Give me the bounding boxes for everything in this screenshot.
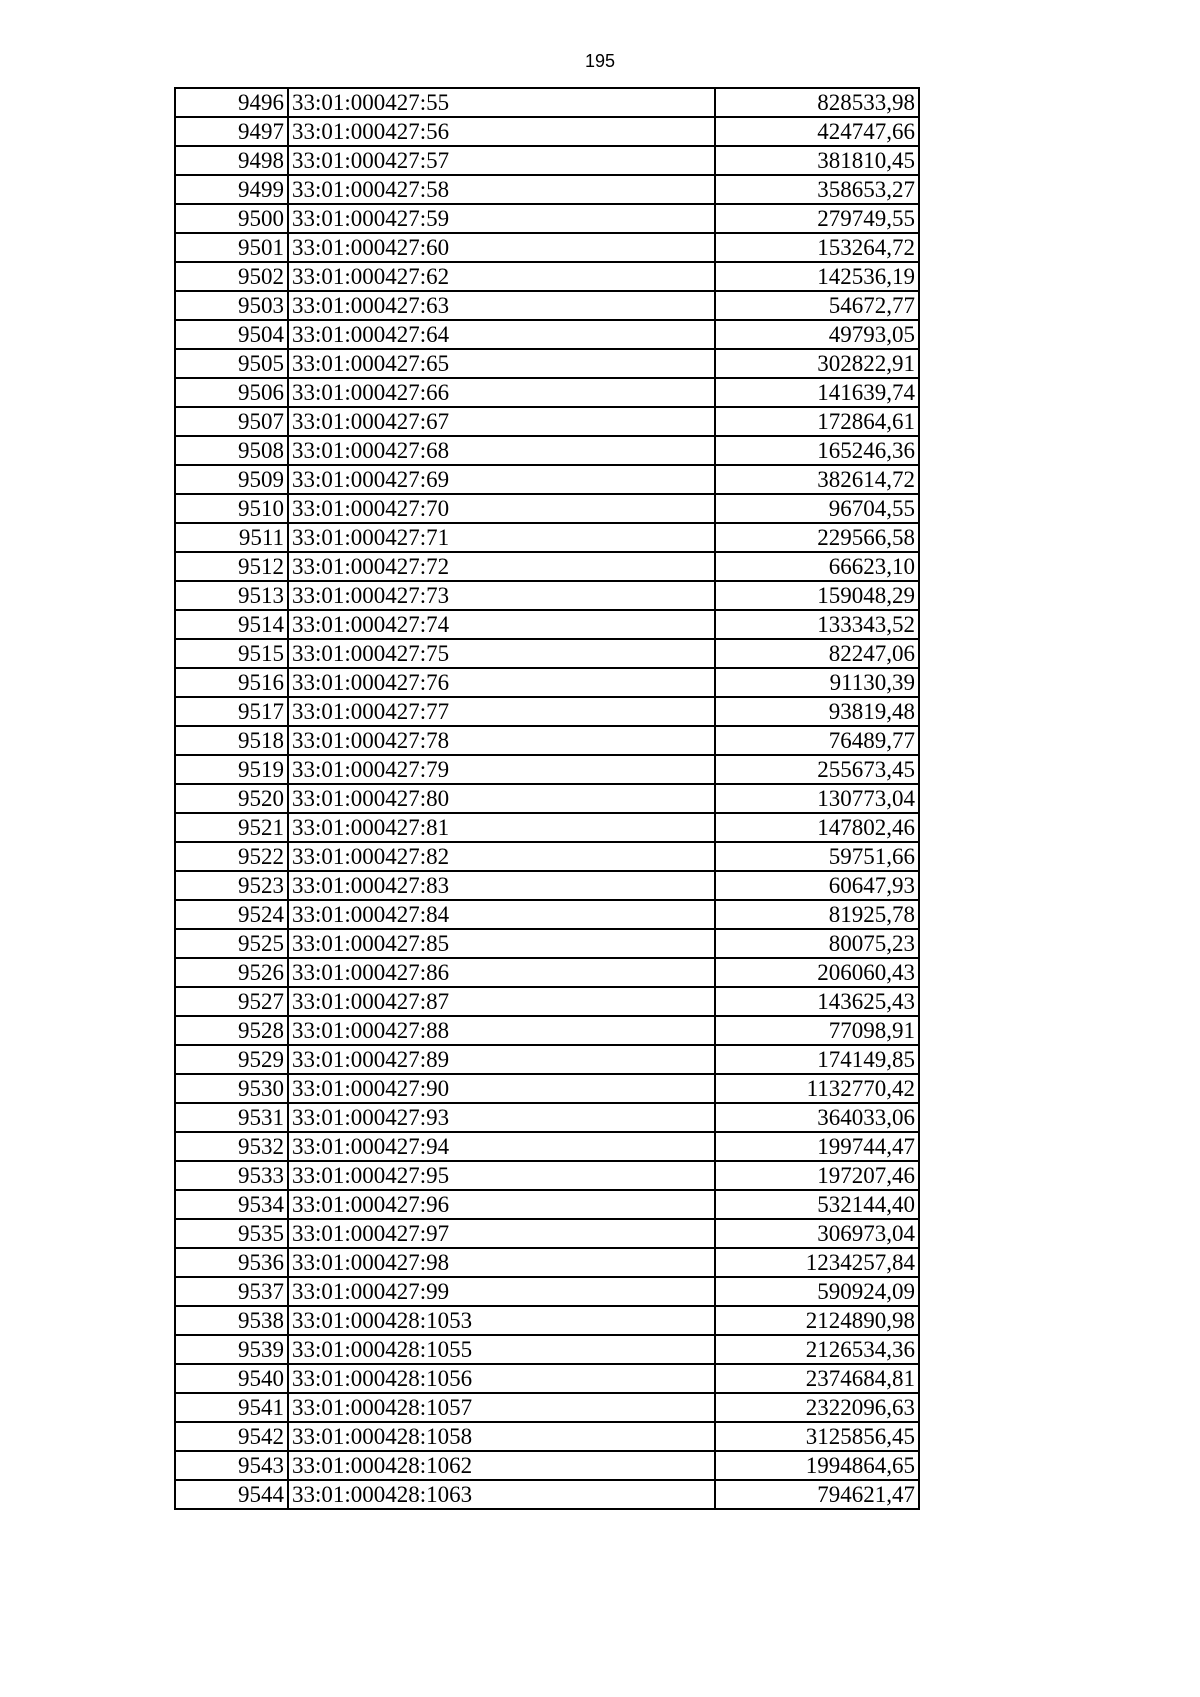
table-row xyxy=(175,987,919,1016)
row-number-cell: 9510 xyxy=(175,494,288,523)
row-number-cell: 9519 xyxy=(175,755,288,784)
table-row xyxy=(175,465,919,494)
cadastral-number-cell: 33:01:000427:97 xyxy=(288,1219,715,1248)
row-number-cell: 9533 xyxy=(175,1161,288,1190)
table-row xyxy=(175,1132,919,1161)
table-row xyxy=(175,378,919,407)
row-number-cell: 9525 xyxy=(175,929,288,958)
cadastral-value-cell: 174149,85 xyxy=(715,1045,919,1074)
cadastral-value-cell: 93819,48 xyxy=(715,697,919,726)
row-number-cell: 9518 xyxy=(175,726,288,755)
row-number-cell: 9509 xyxy=(175,465,288,494)
table-row xyxy=(175,813,919,842)
cadastral-number-cell: 33:01:000427:83 xyxy=(288,871,715,900)
cadastral-value-cell: 364033,06 xyxy=(715,1103,919,1132)
row-number-cell: 9542 xyxy=(175,1422,288,1451)
cadastral-value-cell: 2322096,63 xyxy=(715,1393,919,1422)
row-number-cell: 9508 xyxy=(175,436,288,465)
table-row xyxy=(175,755,919,784)
cadastral-value-cell: 794621,47 xyxy=(715,1480,919,1509)
cadastral-number-cell: 33:01:000427:65 xyxy=(288,349,715,378)
cadastral-value-cell: 60647,93 xyxy=(715,871,919,900)
row-number-cell: 9534 xyxy=(175,1190,288,1219)
cadastral-value-cell: 82247,06 xyxy=(715,639,919,668)
cadastral-value-cell: 59751,66 xyxy=(715,842,919,871)
table-row xyxy=(175,436,919,465)
table-row xyxy=(175,1393,919,1422)
row-number-cell: 9527 xyxy=(175,987,288,1016)
table-row xyxy=(175,1045,919,1074)
cadastral-number-cell: 33:01:000427:67 xyxy=(288,407,715,436)
cadastral-value-cell: 532144,40 xyxy=(715,1190,919,1219)
table-row xyxy=(175,494,919,523)
cadastral-value-cell: 172864,61 xyxy=(715,407,919,436)
cadastral-number-cell: 33:01:000427:87 xyxy=(288,987,715,1016)
cadastral-number-cell: 33:01:000427:72 xyxy=(288,552,715,581)
row-number-cell: 9536 xyxy=(175,1248,288,1277)
table-row xyxy=(175,1161,919,1190)
cadastral-value-cell: 2124890,98 xyxy=(715,1306,919,1335)
cadastral-number-cell: 33:01:000427:70 xyxy=(288,494,715,523)
cadastral-number-cell: 33:01:000427:59 xyxy=(288,204,715,233)
table-row xyxy=(175,1335,919,1364)
cadastral-number-cell: 33:01:000427:79 xyxy=(288,755,715,784)
cadastral-number-cell: 33:01:000427:81 xyxy=(288,813,715,842)
cadastral-value-cell: 159048,29 xyxy=(715,581,919,610)
cadastral-value-cell: 133343,52 xyxy=(715,610,919,639)
table-row xyxy=(175,871,919,900)
cadastral-number-cell: 33:01:000427:75 xyxy=(288,639,715,668)
table-row xyxy=(175,146,919,175)
table-row xyxy=(175,233,919,262)
cadastral-number-cell: 33:01:000427:93 xyxy=(288,1103,715,1132)
cadastral-number-cell: 33:01:000427:76 xyxy=(288,668,715,697)
cadastral-value-cell: 96704,55 xyxy=(715,494,919,523)
table-row xyxy=(175,581,919,610)
cadastral-number-cell: 33:01:000427:66 xyxy=(288,378,715,407)
row-number-cell: 9496 xyxy=(175,88,288,117)
cadastral-number-cell: 33:01:000427:99 xyxy=(288,1277,715,1306)
cadastral-value-cell: 199744,47 xyxy=(715,1132,919,1161)
table-body xyxy=(175,88,919,1509)
cadastral-number-cell: 33:01:000427:98 xyxy=(288,1248,715,1277)
table-row xyxy=(175,291,919,320)
row-number-cell: 9520 xyxy=(175,784,288,813)
cadastral-value-cell: 1994864,65 xyxy=(715,1451,919,1480)
cadastral-number-cell: 33:01:000427:80 xyxy=(288,784,715,813)
row-number-cell: 9501 xyxy=(175,233,288,262)
table-row xyxy=(175,262,919,291)
table-row xyxy=(175,1016,919,1045)
row-number-cell: 9523 xyxy=(175,871,288,900)
table-row xyxy=(175,1364,919,1393)
cadastral-value-cell: 1234257,84 xyxy=(715,1248,919,1277)
cadastral-number-cell: 33:01:000427:55 xyxy=(288,88,715,117)
cadastral-number-cell: 33:01:000427:85 xyxy=(288,929,715,958)
cadastral-number-cell: 33:01:000427:74 xyxy=(288,610,715,639)
table-row xyxy=(175,552,919,581)
cadastral-value-cell: 91130,39 xyxy=(715,668,919,697)
cadastral-number-cell: 33:01:000427:77 xyxy=(288,697,715,726)
cadastral-value-cell: 153264,72 xyxy=(715,233,919,262)
cadastral-number-cell: 33:01:000428:1056 xyxy=(288,1364,715,1393)
table-row xyxy=(175,88,919,117)
cadastral-value-cell: 358653,27 xyxy=(715,175,919,204)
cadastral-number-cell: 33:01:000427:86 xyxy=(288,958,715,987)
cadastral-value-cell: 165246,36 xyxy=(715,436,919,465)
cadastral-number-cell: 33:01:000427:71 xyxy=(288,523,715,552)
cadastral-value-cell: 66623,10 xyxy=(715,552,919,581)
cadastral-number-cell: 33:01:000427:62 xyxy=(288,262,715,291)
cadastral-value-cell: 306973,04 xyxy=(715,1219,919,1248)
cadastral-number-cell: 33:01:000427:68 xyxy=(288,436,715,465)
table-row xyxy=(175,1248,919,1277)
row-number-cell: 9505 xyxy=(175,349,288,378)
cadastral-value-cell: 828533,98 xyxy=(715,88,919,117)
cadastral-value-cell: 141639,74 xyxy=(715,378,919,407)
cadastral-value-table xyxy=(174,87,920,1510)
row-number-cell: 9541 xyxy=(175,1393,288,1422)
row-number-cell: 9528 xyxy=(175,1016,288,1045)
row-number-cell: 9514 xyxy=(175,610,288,639)
cadastral-value-cell: 2374684,81 xyxy=(715,1364,919,1393)
table-row xyxy=(175,697,919,726)
table-row xyxy=(175,1422,919,1451)
table-row xyxy=(175,1074,919,1103)
cadastral-value-cell: 81925,78 xyxy=(715,900,919,929)
row-number-cell: 9524 xyxy=(175,900,288,929)
cadastral-number-cell: 33:01:000427:57 xyxy=(288,146,715,175)
table-row xyxy=(175,610,919,639)
row-number-cell: 9499 xyxy=(175,175,288,204)
row-number-cell: 9498 xyxy=(175,146,288,175)
row-number-cell: 9526 xyxy=(175,958,288,987)
cadastral-value-cell: 590924,09 xyxy=(715,1277,919,1306)
table-row xyxy=(175,958,919,987)
table-row xyxy=(175,1480,919,1509)
cadastral-number-cell: 33:01:000428:1055 xyxy=(288,1335,715,1364)
cadastral-value-cell: 206060,43 xyxy=(715,958,919,987)
row-number-cell: 9532 xyxy=(175,1132,288,1161)
cadastral-value-cell: 424747,66 xyxy=(715,117,919,146)
table-row xyxy=(175,900,919,929)
cadastral-number-cell: 33:01:000427:64 xyxy=(288,320,715,349)
cadastral-value-cell: 302822,91 xyxy=(715,349,919,378)
table-row xyxy=(175,1306,919,1335)
row-number-cell: 9516 xyxy=(175,668,288,697)
row-number-cell: 9521 xyxy=(175,813,288,842)
table-row xyxy=(175,1277,919,1306)
table-row xyxy=(175,1219,919,1248)
table-row xyxy=(175,726,919,755)
cadastral-value-cell: 76489,77 xyxy=(715,726,919,755)
cadastral-value-cell: 49793,05 xyxy=(715,320,919,349)
cadastral-value-cell: 80075,23 xyxy=(715,929,919,958)
row-number-cell: 9517 xyxy=(175,697,288,726)
cadastral-number-cell: 33:01:000427:63 xyxy=(288,291,715,320)
row-number-cell: 9537 xyxy=(175,1277,288,1306)
cadastral-number-cell: 33:01:000427:82 xyxy=(288,842,715,871)
cadastral-value-cell: 130773,04 xyxy=(715,784,919,813)
table-row xyxy=(175,117,919,146)
cadastral-number-cell: 33:01:000427:94 xyxy=(288,1132,715,1161)
row-number-cell: 9515 xyxy=(175,639,288,668)
row-number-cell: 9497 xyxy=(175,117,288,146)
row-number-cell: 9531 xyxy=(175,1103,288,1132)
row-number-cell: 9539 xyxy=(175,1335,288,1364)
row-number-cell: 9506 xyxy=(175,378,288,407)
cadastral-number-cell: 33:01:000427:88 xyxy=(288,1016,715,1045)
cadastral-number-cell: 33:01:000427:84 xyxy=(288,900,715,929)
cadastral-value-cell: 381810,45 xyxy=(715,146,919,175)
cadastral-number-cell: 33:01:000427:69 xyxy=(288,465,715,494)
cadastral-number-cell: 33:01:000428:1057 xyxy=(288,1393,715,1422)
row-number-cell: 9502 xyxy=(175,262,288,291)
row-number-cell: 9529 xyxy=(175,1045,288,1074)
cadastral-number-cell: 33:01:000427:78 xyxy=(288,726,715,755)
cadastral-value-cell: 279749,55 xyxy=(715,204,919,233)
row-number-cell: 9512 xyxy=(175,552,288,581)
row-number-cell: 9513 xyxy=(175,581,288,610)
cadastral-number-cell: 33:01:000427:96 xyxy=(288,1190,715,1219)
cadastral-value-cell: 77098,91 xyxy=(715,1016,919,1045)
row-number-cell: 9511 xyxy=(175,523,288,552)
cadastral-number-cell: 33:01:000427:90 xyxy=(288,1074,715,1103)
table-row xyxy=(175,204,919,233)
cadastral-value-cell: 255673,45 xyxy=(715,755,919,784)
cadastral-number-cell: 33:01:000427:58 xyxy=(288,175,715,204)
cadastral-number-cell: 33:01:000427:95 xyxy=(288,1161,715,1190)
cadastral-value-cell: 1132770,42 xyxy=(715,1074,919,1103)
row-number-cell: 9535 xyxy=(175,1219,288,1248)
table-row xyxy=(175,523,919,552)
row-number-cell: 9544 xyxy=(175,1480,288,1509)
row-number-cell: 9503 xyxy=(175,291,288,320)
cadastral-number-cell: 33:01:000428:1058 xyxy=(288,1422,715,1451)
row-number-cell: 9500 xyxy=(175,204,288,233)
cadastral-number-cell: 33:01:000428:1062 xyxy=(288,1451,715,1480)
page-number: 195 xyxy=(584,51,616,71)
cadastral-value-cell: 147802,46 xyxy=(715,813,919,842)
table-row xyxy=(175,407,919,436)
row-number-cell: 9504 xyxy=(175,320,288,349)
table-row xyxy=(175,639,919,668)
table-row xyxy=(175,668,919,697)
cadastral-value-cell: 229566,58 xyxy=(715,523,919,552)
row-number-cell: 9540 xyxy=(175,1364,288,1393)
cadastral-value-cell: 382614,72 xyxy=(715,465,919,494)
row-number-cell: 9538 xyxy=(175,1306,288,1335)
table-row xyxy=(175,1103,919,1132)
cadastral-number-cell: 33:01:000428:1063 xyxy=(288,1480,715,1509)
cadastral-value-cell: 54672,77 xyxy=(715,291,919,320)
row-number-cell: 9522 xyxy=(175,842,288,871)
table-row xyxy=(175,349,919,378)
table-row xyxy=(175,1451,919,1480)
table-row xyxy=(175,842,919,871)
cadastral-number-cell: 33:01:000427:56 xyxy=(288,117,715,146)
cadastral-value-cell: 2126534,36 xyxy=(715,1335,919,1364)
row-number-cell: 9530 xyxy=(175,1074,288,1103)
row-number-cell: 9507 xyxy=(175,407,288,436)
cadastral-number-cell: 33:01:000427:89 xyxy=(288,1045,715,1074)
row-number-cell: 9543 xyxy=(175,1451,288,1480)
cadastral-number-cell: 33:01:000428:1053 xyxy=(288,1306,715,1335)
table-row xyxy=(175,175,919,204)
table-row xyxy=(175,1190,919,1219)
table-row xyxy=(175,320,919,349)
table-row xyxy=(175,784,919,813)
cadastral-value-cell: 197207,46 xyxy=(715,1161,919,1190)
cadastral-value-cell: 143625,43 xyxy=(715,987,919,1016)
cadastral-value-cell: 3125856,45 xyxy=(715,1422,919,1451)
cadastral-value-cell: 142536,19 xyxy=(715,262,919,291)
cadastral-number-cell: 33:01:000427:73 xyxy=(288,581,715,610)
cadastral-number-cell: 33:01:000427:60 xyxy=(288,233,715,262)
table-row xyxy=(175,929,919,958)
